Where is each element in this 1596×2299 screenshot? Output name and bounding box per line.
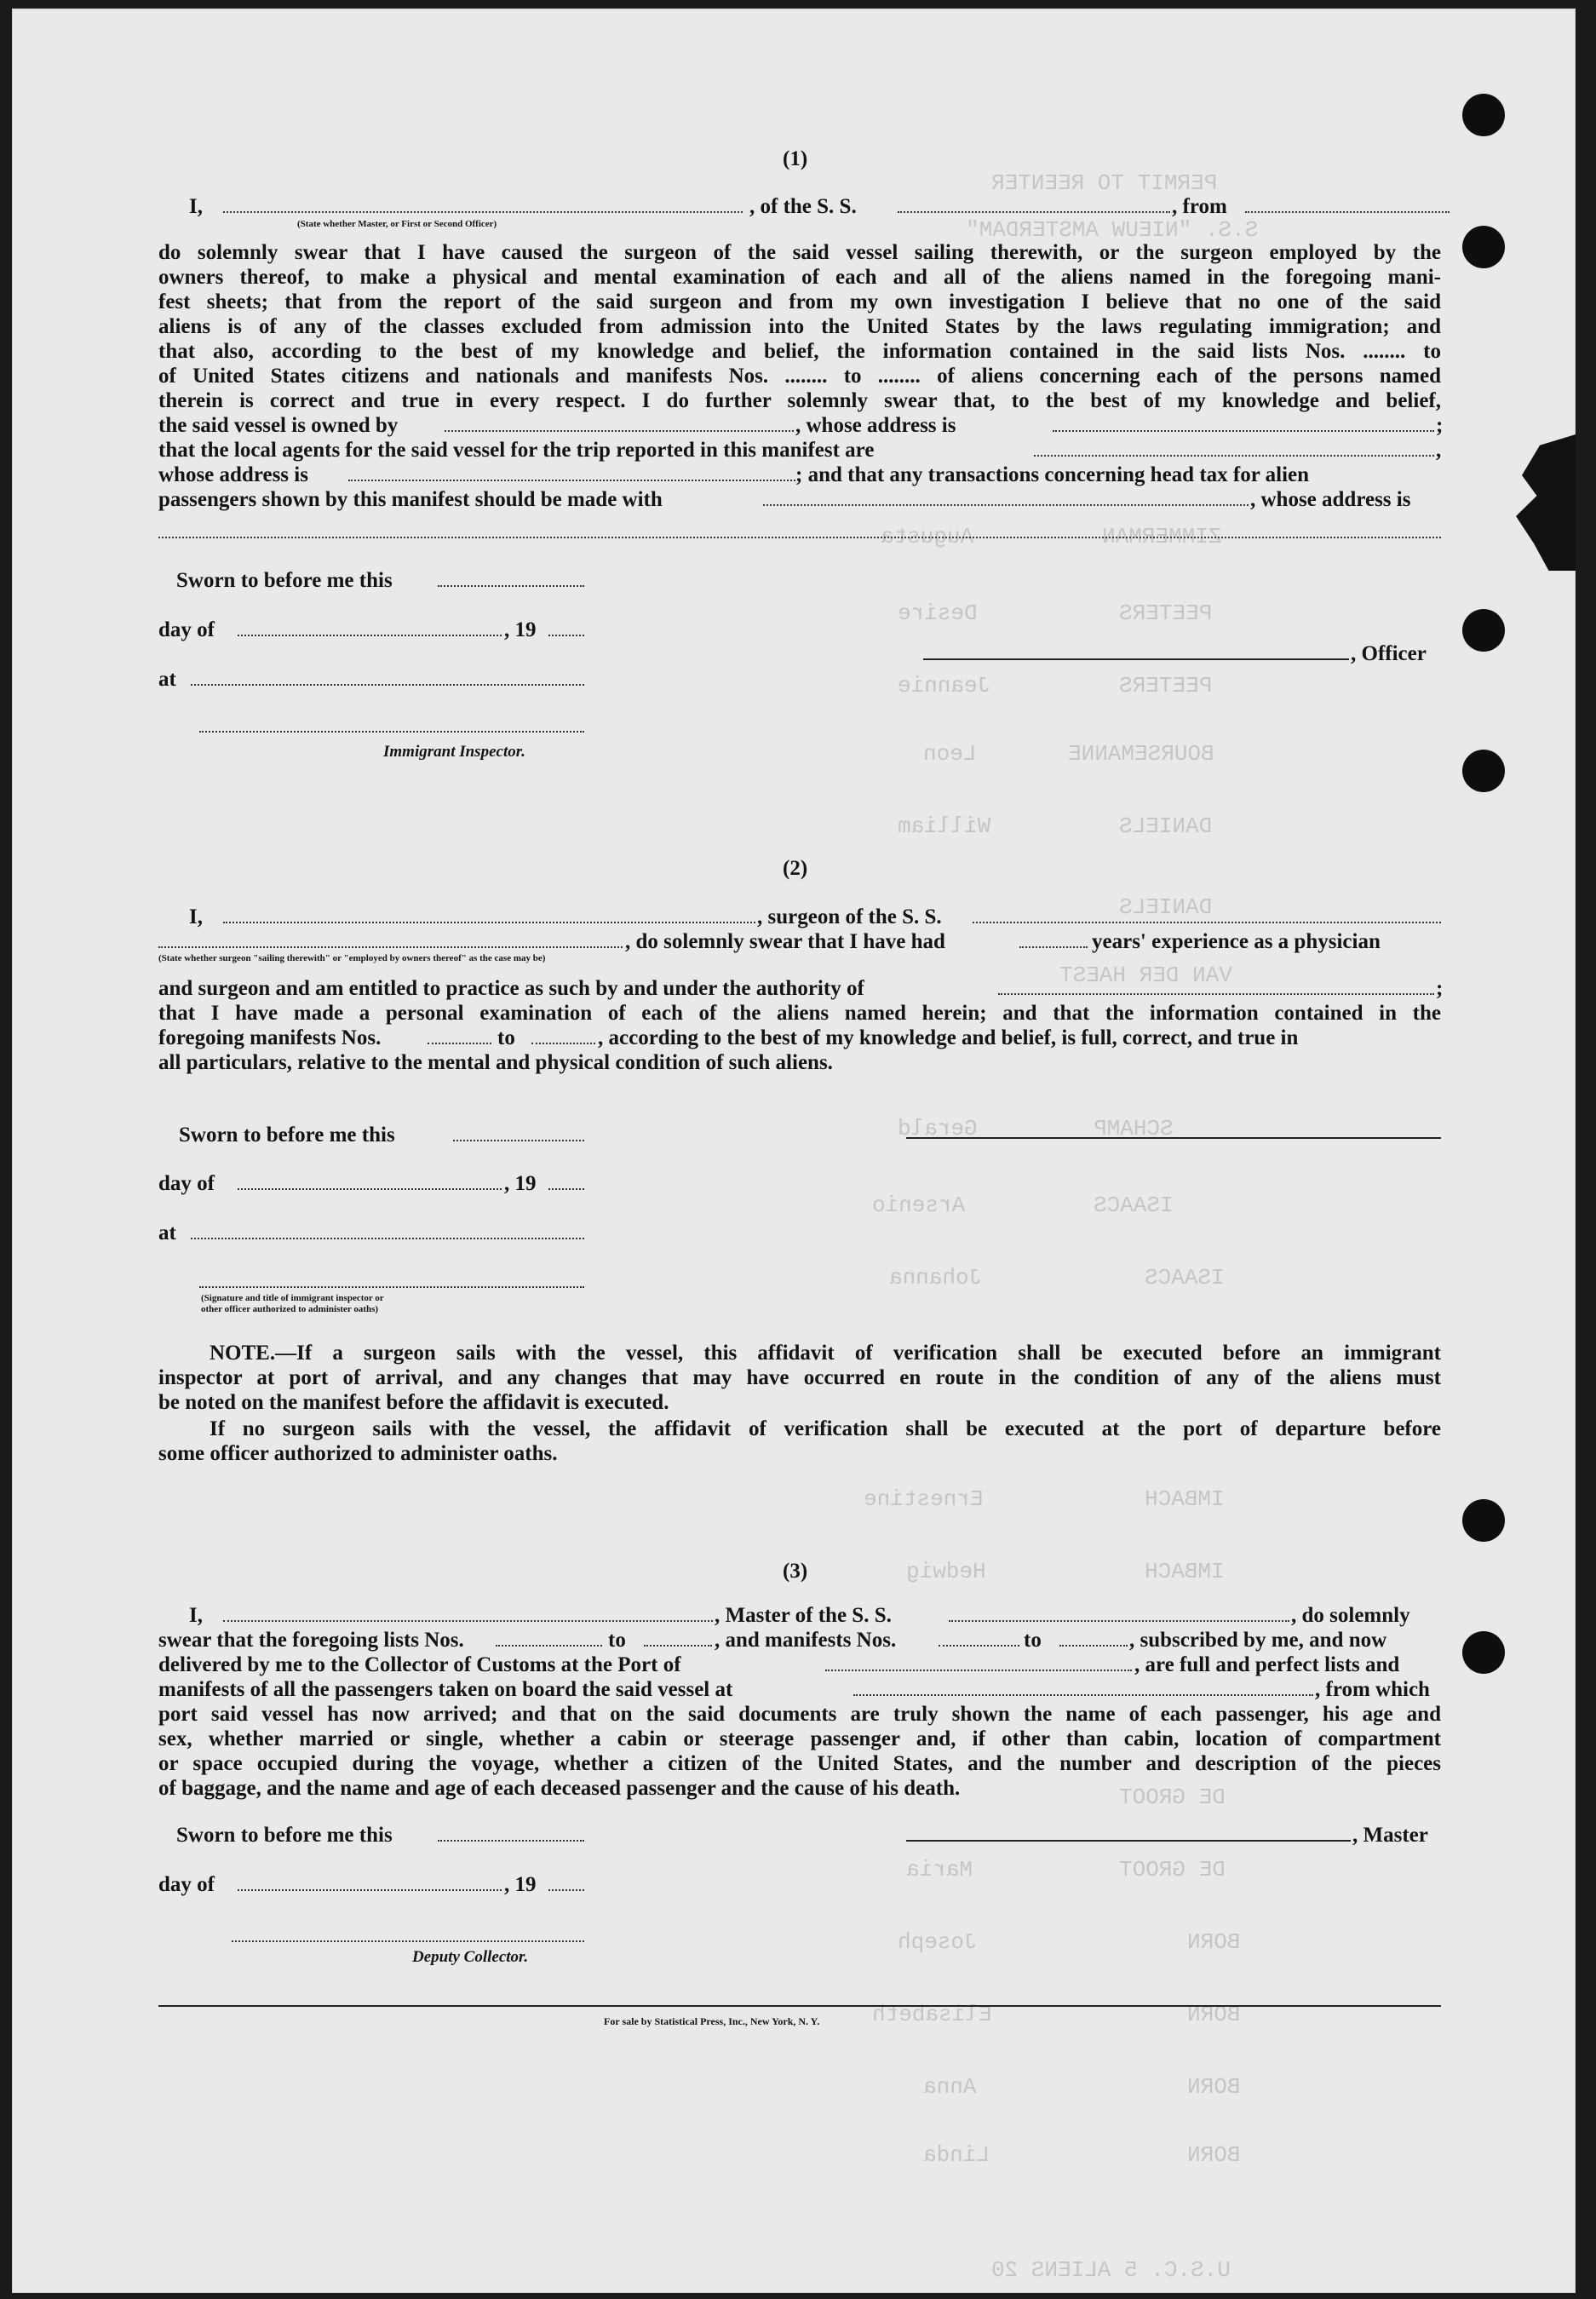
master-name-field[interactable] — [223, 1620, 713, 1622]
punch-hole — [1462, 1631, 1505, 1674]
bleed-footer: U.S.C. 5 ALIENS 20 — [991, 2257, 1231, 2283]
sec1-year-field[interactable] — [548, 635, 584, 636]
punch-hole — [1462, 609, 1505, 652]
officer-signature-line[interactable] — [923, 658, 1349, 660]
bleed-given: Maria — [906, 1857, 973, 1882]
manifest-affidavit-page — [12, 9, 1576, 2293]
bleed-given: Elisabeth — [872, 2002, 992, 2027]
sec3-sworn-field[interactable] — [438, 1840, 584, 1842]
sec3-ship-field[interactable] — [949, 1620, 1289, 1622]
bleed-name: ISAACS — [1094, 1193, 1174, 1218]
bleed-given: Gerald — [898, 1116, 978, 1141]
sec2-sworn: Sworn to before me this — [179, 1124, 395, 1147]
sec1-sworn-field[interactable] — [438, 585, 584, 587]
sec2-line4: that I have made a personal examination of each of the aliens named herein; and that the information contained in the — [158, 1002, 1441, 1025]
sec2-year-field[interactable] — [548, 1188, 584, 1190]
sec3-l4b: , from which — [1315, 1678, 1430, 1701]
years-experience-field[interactable] — [1019, 946, 1088, 948]
sec1-line: therein is correct and true in every respect. I do further solemnly swear that, to the best of my knowledge and belief, — [158, 389, 1441, 412]
sec3-l2b: to — [608, 1629, 626, 1652]
sec1-line: aliens is of any of the classes excluded from admission into the United States by the laws regulating immigration; and — [158, 315, 1441, 338]
sec2-ship-field[interactable] — [973, 922, 1441, 923]
sec3-line: or space occupied during the voyage, whether a citizen of the United States, and the number and description of the pieces — [158, 1752, 1441, 1775]
note-line: NOTE.—If a surgeon sails with the vessel, this affidavit of verification shall be executed before an immigrant — [210, 1342, 1441, 1365]
bleed-given: Linda — [923, 2142, 990, 2168]
punch-hole — [1462, 1499, 1505, 1542]
sec3-sworn: Sworn to before me this — [176, 1824, 393, 1847]
port-field[interactable] — [825, 1670, 1132, 1671]
sec3-lists-from[interactable] — [496, 1645, 602, 1647]
bleed-name: BORN — [1187, 2074, 1241, 2100]
punch-hole — [1462, 226, 1505, 268]
bleed-name: DE GROOT — [1119, 1785, 1226, 1810]
authority-field[interactable] — [998, 993, 1434, 995]
sec3-year-field[interactable] — [548, 1889, 584, 1891]
bleed-name: PEETERS — [1119, 673, 1213, 698]
sec1-day-of: day of — [158, 618, 215, 641]
bleed-name: BOURSEMANNE — [1068, 741, 1214, 767]
sec3-l2e: , subscribed by me, and now — [1129, 1629, 1387, 1652]
sec2-surgeon-of: , surgeon of the S. S. — [757, 905, 942, 928]
bleed-name: ISAACS — [1145, 1265, 1225, 1290]
sec1-sworn: Sworn to before me this — [176, 569, 393, 592]
sec3-l3a: delivered by me to the Collector of Customs at the Port of — [158, 1653, 681, 1676]
sec2-sworn-field[interactable] — [453, 1140, 584, 1141]
owner-field[interactable] — [445, 430, 794, 432]
sec3-master: , Master — [1352, 1824, 1428, 1847]
note-line: be noted on the manifest before the affidavit is executed. — [158, 1391, 669, 1414]
sec1-of-ss: , of the S. S. — [749, 195, 857, 218]
sec2-sig-caption-2: other officer authorized to administer oaths) — [201, 1304, 379, 1314]
sec1-line: owners thereof, to make a physical and mental examination of each and all of the aliens named in the foregoing mani- — [158, 266, 1441, 289]
bleed-name: DE GROOT — [1119, 1857, 1226, 1882]
sec3-i: I, — [189, 1604, 203, 1627]
bleed-given: Augusta — [881, 524, 974, 549]
sec3-do-solemnly: , do solemnly — [1291, 1604, 1410, 1627]
bleed-name: IMBACH — [1145, 1559, 1225, 1584]
bleed-name: BORN — [1187, 2002, 1241, 2027]
section-1-number: (1) — [783, 147, 808, 170]
sec2-years: years' experience as a physician — [1092, 930, 1381, 953]
sec2-manifest-from[interactable] — [428, 1043, 491, 1044]
footer-rule — [158, 2005, 1441, 2007]
local-agents-field[interactable] — [1034, 455, 1434, 457]
bleed-name: BORN — [1187, 2142, 1241, 2168]
from-port-field[interactable] — [1245, 211, 1450, 213]
collector-signature-line[interactable] — [232, 1940, 584, 1942]
bleed-given: Jeannie — [898, 673, 991, 698]
sec3-deputy: Deputy Collector. — [412, 1948, 529, 1966]
sec1-local-agents: that the local agents for the said vessel for the trip reported in this manifest are — [158, 439, 875, 462]
bleed-given: Arsenio — [872, 1193, 966, 1218]
sec3-manifests-from[interactable] — [939, 1645, 1019, 1647]
head-tax-address-field[interactable] — [158, 537, 1441, 538]
sec3-19: , 19 — [504, 1873, 537, 1896]
sec1-line: of United States citizens and nationals and manifests Nos. ........ to ........ of aliens concerning each of the persons named — [158, 365, 1441, 388]
surgeon-type-field[interactable] — [158, 946, 623, 948]
bleed-name: SCHAMP — [1094, 1116, 1174, 1141]
bleed-name: VAN DER HAEST — [1059, 963, 1232, 988]
sec1-i: I, — [189, 195, 203, 218]
sec2-at: at — [158, 1221, 176, 1244]
sec1-owned-by: the said vessel is owned by — [158, 414, 399, 437]
sec2-at-field[interactable] — [191, 1238, 584, 1239]
owner-address-field[interactable] — [1053, 430, 1434, 432]
ship-name-field[interactable] — [898, 211, 1170, 213]
bleed-name: ZIMMERMAN — [1102, 524, 1222, 549]
torn-edge — [1516, 434, 1576, 571]
sec3-line: port said vessel has now arrived; and that on the said documents are truly shown the name of each passenger, his age and — [158, 1703, 1441, 1726]
sec2-i: I, — [189, 905, 203, 928]
sec2-line5c: , according to the best of my knowledge and belief, is full, correct, and true in — [598, 1026, 1299, 1049]
sec1-from: , from — [1172, 195, 1227, 218]
sec2-line5b: to — [497, 1026, 515, 1049]
sec1-line: do solemnly swear that I have caused the surgeon of the said vessel sailing therewith, or the surgeon employed by the — [158, 241, 1441, 264]
bleed-name: DANIELS — [1119, 894, 1213, 920]
officer-name-field[interactable] — [223, 211, 743, 213]
bleed-given: William — [898, 813, 991, 839]
bleed-name: IMBACH — [1145, 1486, 1225, 1512]
sec2-swear: , do solemnly swear that I have had — [625, 930, 945, 953]
sec1-at-field[interactable] — [191, 684, 584, 686]
sec1-caption: (State whether Master, or First or Second Officer) — [297, 219, 497, 229]
inspector-signature-line[interactable] — [199, 731, 584, 733]
sec1-whose-address: , whose address is — [795, 414, 956, 437]
bleed-name: DANIELS — [1119, 813, 1213, 839]
bleed-given: Ernestine — [864, 1486, 984, 1512]
sec1-day-field[interactable] — [238, 635, 502, 636]
sec1-whose-address-end: , whose address is — [1250, 488, 1411, 511]
bleed-given: Hedwig — [906, 1559, 986, 1584]
bleed-given: Johanna — [889, 1265, 983, 1290]
note-line: If no surgeon sails with the vessel, the affidavit of verification shall be executed at the port of departure before — [210, 1417, 1441, 1440]
footer-publisher: For sale by Statistical Press, Inc., New York, N. Y. — [604, 2015, 820, 2027]
sec1-comma: , — [1436, 439, 1442, 462]
sec2-19: , 19 — [504, 1172, 537, 1195]
sec2-line6: all particulars, relative to the mental and physical condition of such aliens. — [158, 1051, 833, 1074]
sec3-line: sex, whether married or single, whether a cabin or steerage passenger and, if other than cabin, location of compartment — [158, 1727, 1441, 1750]
master-signature-line[interactable] — [906, 1840, 1351, 1842]
sec1-passengers: passengers shown by this manifest should be made with — [158, 488, 663, 511]
sec1-whose-address-is: whose address is — [158, 463, 308, 486]
section-3-number: (3) — [783, 1560, 808, 1583]
sec1-officer: , Officer — [1351, 642, 1427, 665]
sec3-day-of: day of — [158, 1873, 215, 1896]
sec2-day-of: day of — [158, 1172, 215, 1195]
sec2-line3: and surgeon and am entitled to practice as such by and under the authority of — [158, 977, 864, 1000]
boarding-port-field[interactable] — [853, 1694, 1313, 1696]
sec1-19: , 19 — [504, 618, 537, 641]
punch-hole — [1462, 94, 1505, 136]
sec2-line5a: foregoing manifests Nos. — [158, 1026, 382, 1049]
surgeon-name-field[interactable] — [223, 922, 755, 923]
sec3-l3b: , are full and perfect lists and — [1134, 1653, 1400, 1676]
sec3-l2a: swear that the foregoing lists Nos. — [158, 1629, 464, 1652]
sec2-sig-field[interactable] — [199, 1286, 584, 1288]
head-tax-party-field[interactable] — [763, 504, 1249, 506]
bleed-ship: S.S. "NIEUW AMSTERDAM" — [966, 217, 1259, 243]
sec1-at: at — [158, 668, 176, 691]
bleed-given: Leon — [923, 741, 977, 767]
bleed-given: Desire — [898, 601, 978, 626]
sec2-day-field[interactable] — [238, 1188, 502, 1190]
sec3-line: of baggage, and the name and age of each deceased passenger and the cause of his death. — [158, 1777, 961, 1800]
sec3-l4a: manifests of all the passengers taken on board the said vessel at — [158, 1678, 733, 1701]
agents-address-field[interactable] — [348, 480, 795, 481]
surgeon-signature-line[interactable] — [906, 1137, 1441, 1139]
punch-hole — [1462, 750, 1505, 792]
sec3-l2d: to — [1024, 1629, 1042, 1652]
note-line: inspector at port of arrival, and any changes that may have occurred en route in the condition of any of the aliens must — [158, 1366, 1441, 1389]
bleed-header: PERMIT TO REENTER — [991, 170, 1218, 196]
note-line: some officer authorized to administer oaths. — [158, 1442, 558, 1465]
bleed-given: Joseph — [898, 1929, 978, 1955]
sec3-manifests-to[interactable] — [1059, 1645, 1128, 1647]
sec3-master-of: , Master of the S. S. — [715, 1604, 892, 1627]
sec2-manifest-to[interactable] — [531, 1043, 595, 1044]
section-2-number: (2) — [783, 857, 808, 880]
sec1-head-tax: ; and that any transactions concerning head tax for alien — [795, 463, 1310, 486]
sec1-line: that also, according to the best of my knowledge and belief, the information contained in the said lists Nos. ........ to — [158, 340, 1441, 363]
bleed-name: PEETERS — [1119, 601, 1213, 626]
sec2-sig-caption-1: (Signature and title of immigrant inspector or — [201, 1293, 384, 1303]
bleed-given: Anna — [923, 2074, 977, 2100]
sec3-l2c: , and manifests Nos. — [715, 1629, 897, 1652]
sec1-inspector: Immigrant Inspector. — [383, 743, 525, 761]
sec3-day-field[interactable] — [238, 1889, 502, 1891]
sec1-semicolon: ; — [1436, 414, 1444, 437]
sec1-line: fest sheets; that from the report of the said surgeon and from my own investigation I believe that no one of the said — [158, 290, 1441, 313]
sec2-semicolon: ; — [1436, 977, 1444, 1000]
sec3-lists-to[interactable] — [644, 1645, 712, 1647]
sec2-caption: (State whether surgeon "sailing therewith" or "employed by owners thereof" as the case may be) — [158, 953, 546, 963]
bleed-name: BORN — [1187, 1929, 1241, 1955]
